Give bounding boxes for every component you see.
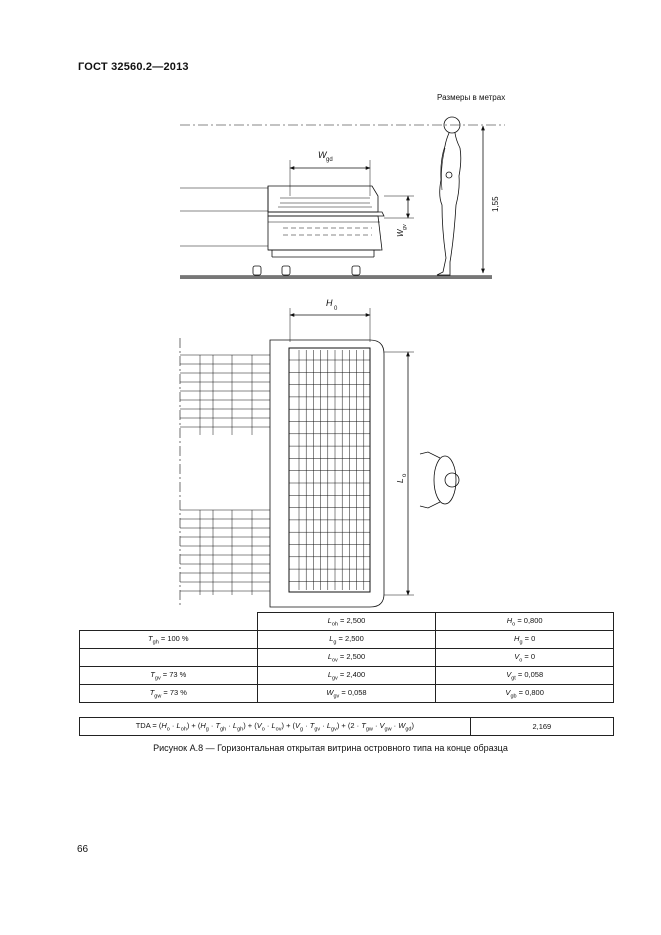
document-header-title: ГОСТ 32560.2—2013 (78, 61, 189, 73)
wgv-label-sub: gv (402, 224, 408, 230)
parameter-cell: $L_{oh} = 2,500$ (257, 613, 436, 631)
wgd-label-main: W (318, 150, 327, 160)
dimensions-note: Размеры в метрах (437, 93, 506, 102)
parameter-cell: $L_{gv} = 2,400$ (257, 667, 436, 685)
parameter-cell: $T_{gw} = 73$ % (80, 685, 258, 703)
ho-label-main: H (326, 298, 333, 308)
side-elevation-view (180, 117, 505, 279)
parameter-cell: $V_o = 0$ (436, 649, 614, 667)
parameter-cell (80, 649, 258, 667)
parameter-cell: $V_{gt} = 0,058$ (436, 667, 614, 685)
figure-labels (318, 150, 500, 483)
parameter-cell: $H_o = 0,800$ (436, 613, 614, 631)
parameters-row (80, 667, 614, 685)
parameter-cell: $V_{gb} = 0,800$ (436, 685, 614, 703)
person-top-figure (420, 452, 459, 508)
wgd-label-sub: gd (326, 157, 333, 163)
parameters-row (80, 685, 614, 703)
lo-label-main: L (395, 478, 405, 483)
lo-label-sub: o (402, 473, 408, 477)
parameter-cell: $L_{ov} = 2,500$ (257, 649, 436, 667)
parameters-table (79, 612, 614, 703)
parameter-cell: $T_{gv} = 73$ % (80, 667, 258, 685)
parameter-cell: $T_{gh} = 100$ % (80, 631, 258, 649)
height-label: 1,55 (491, 196, 500, 212)
parameter-cell (80, 613, 258, 631)
wgv-label-main: W (396, 229, 405, 237)
tda-row (80, 718, 614, 736)
tda-value: 2,169 (470, 718, 613, 736)
ho-label-sub: 0 (334, 306, 338, 312)
parameters-row (80, 631, 614, 649)
parameters-row (80, 613, 614, 631)
person-side-figure (437, 117, 461, 275)
parameter-cell: $H_g = 0$ (436, 631, 614, 649)
parameter-cell: $L_g = 2,500$ (257, 631, 436, 649)
tda-formula-table (79, 717, 614, 736)
plan-view (180, 308, 459, 607)
figure-caption: Рисунок А.8 — Горизонтальная открытая витрина островного типа на конце образца (153, 743, 508, 753)
tda-formula: TDA = $(H_o \cdot L_{oh}) + (H_g \cdot T_{gh} \cdot L_{gh}) + (V_o \cdot L_{ov}) + (V_g \cdot T_{gv} \cdot L_{gv}) + (2 \cdot T_{gw} \cdot V_{gw} \cdot W_{gd})$ (80, 718, 471, 736)
parameter-cell: $W_{gv} = 0,058$ (257, 685, 436, 703)
page-number: 66 (77, 844, 89, 855)
parameters-row (80, 649, 614, 667)
